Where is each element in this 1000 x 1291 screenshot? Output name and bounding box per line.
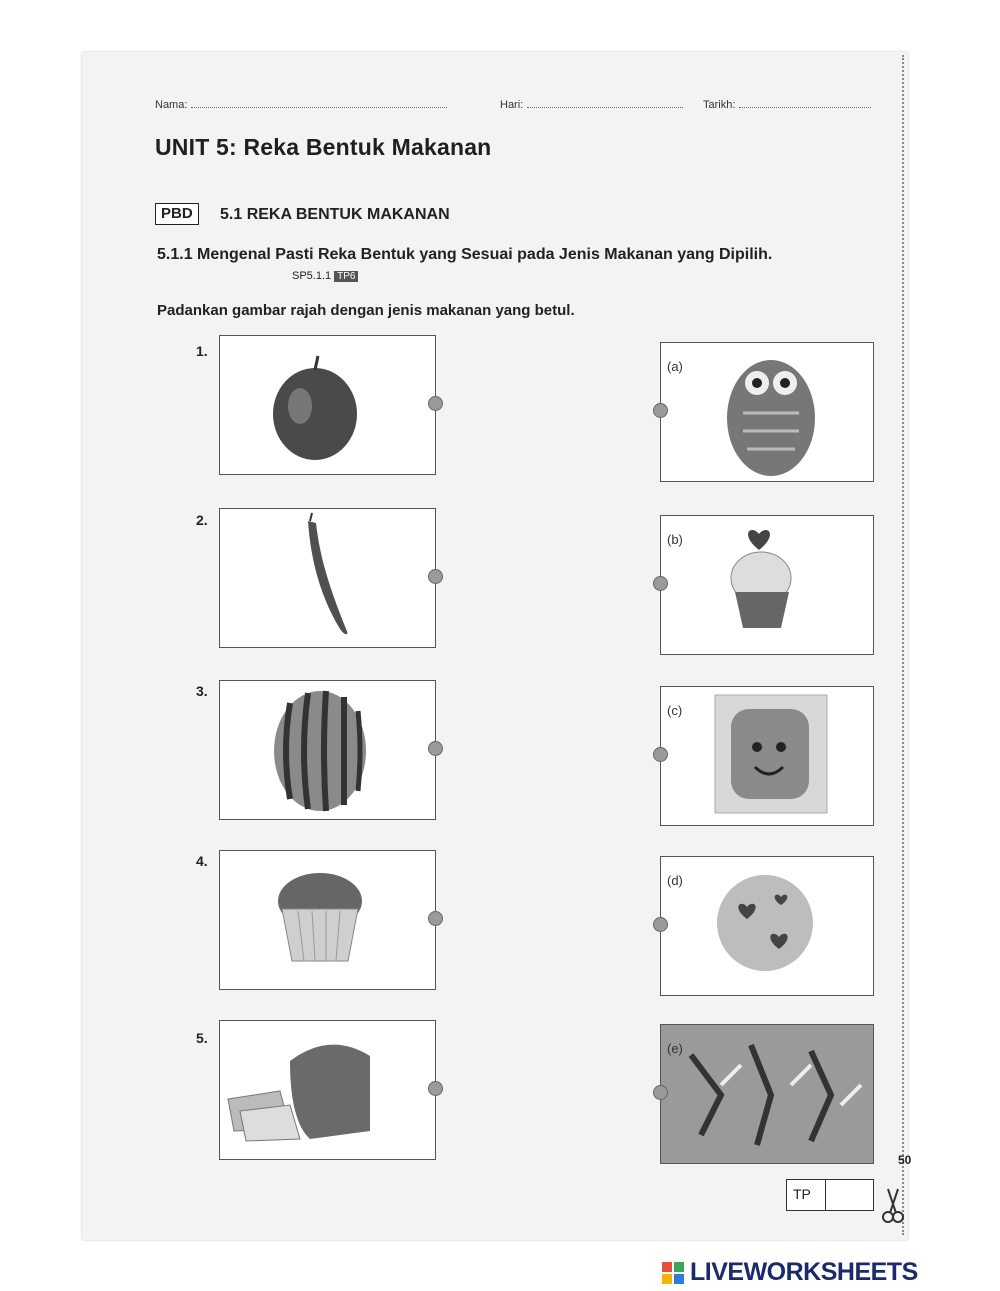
brand-name: LIVEWORKSHEETS — [690, 1258, 918, 1286]
muffin-image — [220, 851, 435, 989]
right-item-d[interactable] — [660, 856, 874, 996]
scissors-icon — [880, 1185, 906, 1225]
chili-flower-carving-image — [661, 1025, 873, 1163]
subsection-heading: 5.1.1 Mengenal Pasti Reka Bentuk yang Sesuai pada Jenis Makanan yang Dipilih. — [157, 246, 773, 263]
match-dot[interactable] — [428, 1081, 443, 1096]
right-item-e[interactable] — [660, 1024, 874, 1164]
tp-level-tag: TP6 — [334, 271, 358, 282]
match-dot[interactable] — [428, 911, 443, 926]
match-dot[interactable] — [653, 747, 668, 762]
item-number: 3. — [196, 683, 208, 699]
left-item-2[interactable] — [219, 508, 436, 648]
right-item-b[interactable] — [660, 515, 874, 655]
subsection-code — [292, 270, 358, 282]
unit-title: UNIT 5: Reka Bentuk Makanan — [155, 134, 492, 160]
match-dot[interactable] — [653, 403, 668, 418]
instruction: Padankan gambar rajah dengan jenis makanan yang betul. — [157, 302, 575, 319]
hari-label: Hari: — [500, 99, 524, 111]
item-number: 2. — [196, 512, 208, 528]
tp-score-box[interactable] — [786, 1179, 874, 1211]
match-dot[interactable] — [428, 569, 443, 584]
page-number: 50 — [898, 1153, 912, 1167]
right-item-a[interactable] — [660, 342, 874, 482]
liveworksheets-logo-icon — [662, 1262, 684, 1284]
match-dot[interactable] — [653, 1085, 668, 1100]
bread-loaf-image — [220, 1021, 435, 1159]
heart-cupcake-image — [661, 516, 873, 654]
left-item-4[interactable] — [219, 850, 436, 990]
match-dot[interactable] — [428, 741, 443, 756]
option-label: (b) — [667, 532, 683, 547]
chili-image — [220, 509, 435, 647]
owl-shaped-food-image — [661, 343, 873, 481]
left-item-5[interactable] — [219, 1020, 436, 1160]
tp-label: TP — [793, 1186, 811, 1202]
cut-line — [902, 55, 904, 1235]
monkey-face-toast-image — [661, 687, 873, 825]
tarikh-field[interactable] — [703, 98, 871, 111]
item-number: 1. — [196, 343, 208, 359]
option-label: (c) — [667, 703, 683, 718]
option-label: (d) — [667, 873, 683, 888]
nama-field[interactable] — [155, 98, 447, 111]
pbd-badge: PBD — [155, 203, 199, 225]
watermelon-image — [220, 681, 435, 819]
match-dot[interactable] — [653, 917, 668, 932]
left-item-1[interactable] — [219, 335, 436, 475]
item-number: 4. — [196, 853, 208, 869]
heart-patterned-ball-image — [661, 857, 873, 995]
nama-label: Nama: — [155, 99, 188, 111]
right-item-c[interactable] — [660, 686, 874, 826]
option-label: (e) — [667, 1041, 683, 1056]
match-dot[interactable] — [428, 396, 443, 411]
standard-code: SP5.1.1 — [292, 270, 332, 282]
hari-field[interactable] — [500, 98, 683, 111]
match-dot[interactable] — [653, 576, 668, 591]
left-item-3[interactable] — [219, 680, 436, 820]
item-number: 5. — [196, 1030, 208, 1046]
section-heading: 5.1 REKA BENTUK MAKANAN — [220, 206, 450, 223]
option-label: (a) — [667, 359, 683, 374]
apple-image — [220, 336, 435, 474]
tarikh-label: Tarikh: — [703, 99, 736, 111]
